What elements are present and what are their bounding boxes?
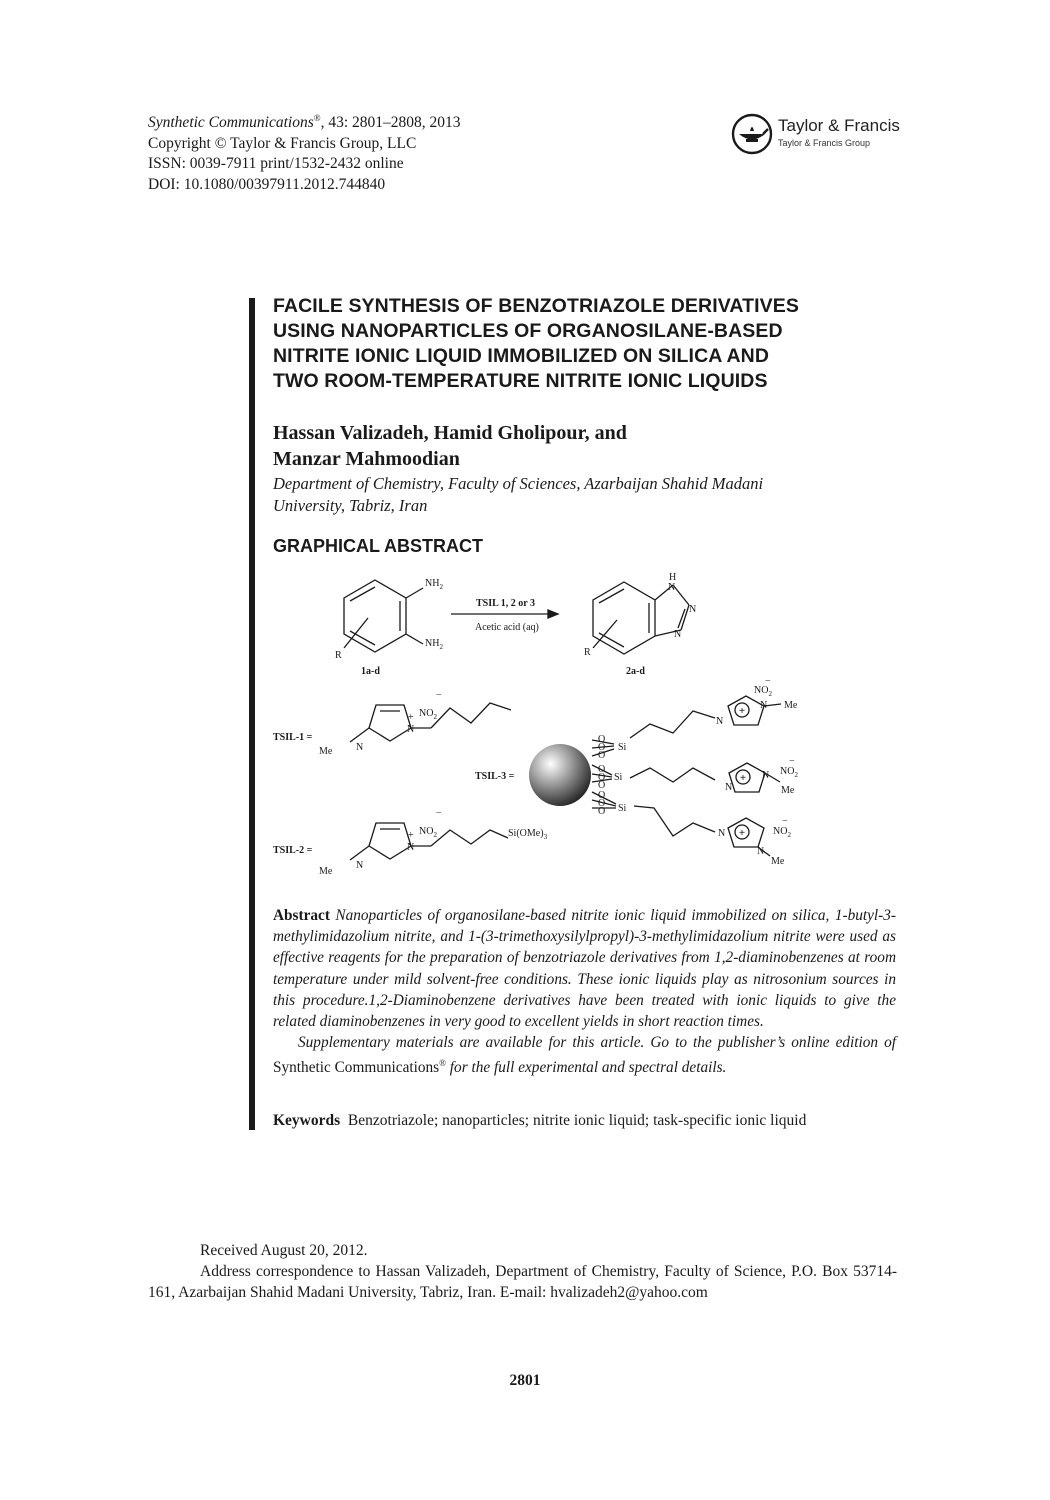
- circled-plus-label: +: [739, 772, 747, 784]
- product-label: 2a-d: [626, 666, 645, 677]
- volume-pages-year: , 43: 2801–2808, 2013: [320, 114, 461, 132]
- graphical-abstract-scheme: [268, 568, 828, 878]
- tsil3-imidazolium-ring-1: [728, 696, 764, 725]
- charge-label: +: [408, 712, 414, 723]
- charge-label: −: [765, 676, 771, 687]
- supp-journal: Synthetic Communications: [273, 1059, 440, 1077]
- atom-label: N: [407, 842, 415, 853]
- reactant-label: 1a-d: [361, 666, 380, 677]
- product-benzotriazole-ring: [593, 582, 655, 654]
- atom-label: O: [598, 742, 606, 753]
- charge-label: −: [782, 816, 788, 827]
- lamp-icon: [730, 112, 774, 156]
- svg-text:NO2: $NO_2$: [419, 826, 437, 839]
- received-date: Received August 20, 2012.: [200, 1242, 368, 1259]
- tsil1-label: TSIL-1 =: [273, 732, 313, 743]
- title-line: TWO ROOM-TEMPERATURE NITRITE IONIC LIQUIDS: [273, 370, 768, 392]
- registered-mark: ®: [313, 113, 321, 123]
- silica-nanoparticle: [529, 744, 591, 806]
- methyl-label: Me: [784, 700, 798, 711]
- atom-label: N: [716, 716, 724, 727]
- tsil3-label: TSIL-3 =: [475, 771, 515, 782]
- title-line: FACILE SYNTHESIS OF BENZOTRIAZOLE DERIVATIVES: [273, 295, 799, 317]
- methyl-label: Me: [319, 866, 333, 877]
- svg-text:Si(OMe)3: $Si(OMe)_3$: [508, 828, 548, 841]
- atom-label: N: [356, 742, 364, 753]
- atom-label: N: [407, 724, 415, 735]
- atom-label: O: [598, 806, 606, 817]
- charge-label: +: [408, 830, 414, 841]
- abstract: [273, 905, 896, 1079]
- atom-label: H: [669, 572, 677, 583]
- atom-label: N: [689, 604, 697, 615]
- correspondence-address: Address correspondence to Hassan Valizadeh, Department of Chemistry, Faculty of Science, P.O. Box 53714-161, Azarbaijan Shahid Madani University, Tabriz, Iran. E-mail: hvalizadeh2@yahoo.com: [148, 1263, 897, 1301]
- tsil3-imidazolium-ring-2: [729, 763, 765, 792]
- journal-name: Synthetic Communications: [148, 114, 314, 132]
- issn-line: ISSN: 0039-7911 print/1532-2432 online: [148, 155, 404, 173]
- methyl-label: Me: [781, 785, 795, 796]
- keywords-label: Keywords: [273, 1112, 341, 1129]
- left-accent-bar: [249, 298, 255, 1130]
- charge-label: −: [436, 690, 442, 701]
- supplementary-note: [273, 1032, 896, 1079]
- publisher-logo: [730, 110, 910, 158]
- r-substituent: R: [584, 647, 591, 658]
- atom-label: Si: [618, 742, 627, 753]
- charge-label: −: [789, 756, 795, 767]
- r-substituent: R: [335, 650, 342, 661]
- atom-label: O: [598, 734, 606, 745]
- atom-label: Si: [618, 803, 627, 814]
- title-line: NITRITE IONIC LIQUID IMMOBILIZED ON SILICA AND: [273, 345, 770, 367]
- tsil3-imidazolium-ring-3: [728, 818, 764, 847]
- svg-text:NO2: $NO_2$: [419, 708, 437, 721]
- graphical-abstract-heading: GRAPHICAL ABSTRACT: [273, 536, 483, 556]
- arrow-reagent: TSIL 1, 2 or 3: [476, 598, 535, 609]
- keywords-text: Benzotriazole; nanoparticles; nitrite ionic liquid; task-specific ionic liquid: [347, 1112, 807, 1129]
- atom-label: O: [598, 798, 606, 809]
- svg-text:NO2: $NO_2$: [780, 766, 798, 779]
- article-title: [273, 294, 913, 394]
- keywords: [273, 1112, 806, 1130]
- publisher-group: Taylor & Francis Group: [778, 138, 871, 148]
- atom-label: O: [598, 764, 606, 775]
- supp-text: Supplementary materials are available for this article. Go to the publisher’s online edition of: [298, 1034, 896, 1052]
- affiliation-line: University, Tabriz, Iran: [273, 496, 428, 515]
- atom-label: O: [598, 790, 606, 801]
- abstract-label: Abstract: [273, 907, 330, 924]
- atom-label: N: [762, 770, 770, 781]
- circled-plus-label: +: [738, 705, 746, 717]
- abstract-text: Nanoparticles of organosilane-based nitrite ionic liquid immobilized on silica, 1-butyl-3-methylimidazolium nitrite, and 1-(3-trimethoxysilylpropyl)-3-methylimidazolium nitrite were used as effective reagents for the preparation of benzotriazole derivatives from 1,2-diaminobenzenes at room temperature under mild solvent-free conditions. These ionic liquids play as nitrosonium sources in this procedure.1,2-Diaminobenzene derivatives have been treated with ionic liquids to give the related diaminobenzenes in very good to excellent yields in short reaction times.: [273, 907, 896, 1031]
- authors-line: Manzar Mahmoodian: [273, 448, 460, 470]
- svg-text:NH2: $NH_2$: [425, 578, 443, 591]
- tsil2-label: TSIL-2 =: [273, 845, 313, 856]
- charge-label: −: [436, 808, 442, 819]
- atom-label: O: [598, 750, 606, 761]
- authors-line: Hassan Valizadeh, Hamid Gholipour, and: [273, 422, 627, 444]
- journal-citation-block: [148, 108, 461, 195]
- atom-label: O: [598, 780, 606, 791]
- atom-label: O: [598, 772, 606, 783]
- registered-mark: ®: [439, 1058, 446, 1069]
- atom-label: N: [718, 828, 726, 839]
- journal-citation: [148, 108, 461, 134]
- methyl-label: Me: [319, 746, 333, 757]
- circled-plus-label: +: [738, 827, 746, 839]
- footnote: [148, 1240, 897, 1303]
- doi-line: DOI: 10.1080/00397911.2012.744840: [148, 175, 386, 193]
- atom-label: N: [757, 846, 765, 857]
- atom-label: N: [760, 700, 768, 711]
- svg-text:NH2: $NH_2$: [425, 638, 443, 651]
- svg-text:NO2: $NO_2$: [754, 685, 772, 698]
- copyright-line: Copyright © Taylor & Francis Group, LLC: [148, 134, 417, 152]
- svg-text:NO2: $NO_2$: [773, 826, 791, 839]
- affiliation-line: Department of Chemistry, Faculty of Sciences, Azarbaijan Shahid Madani: [273, 474, 764, 493]
- affiliation: [273, 473, 893, 517]
- supp-text: for the full experimental and spectral details.: [445, 1059, 727, 1077]
- atom-label: N: [668, 582, 676, 593]
- atom-label: N: [674, 629, 682, 640]
- atom-label: Si: [614, 772, 623, 783]
- methyl-label: Me: [771, 856, 785, 867]
- publisher-name: Taylor & Francis: [778, 116, 900, 135]
- page-number: 2801: [509, 1372, 541, 1389]
- atom-label: N: [725, 782, 733, 793]
- abstract-paragraph: [273, 905, 896, 1032]
- reactant-benzene-ring: [344, 580, 406, 652]
- arrow-solvent: Acetic acid (aq): [475, 622, 539, 633]
- atom-label: N: [356, 860, 364, 871]
- authors: [273, 420, 627, 472]
- title-line: USING NANOPARTICLES OF ORGANOSILANE-BASED: [273, 320, 783, 342]
